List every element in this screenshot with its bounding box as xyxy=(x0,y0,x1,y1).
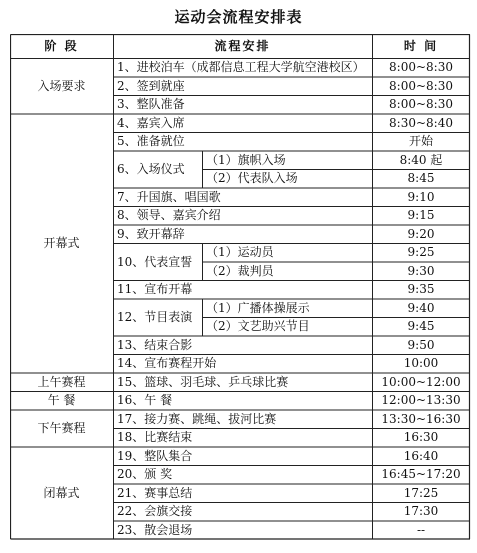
page-title: 运动会流程安排表 xyxy=(174,8,303,26)
time-value: 9:50 xyxy=(407,337,435,352)
stage-label: 入场要求 xyxy=(37,78,86,93)
process-item: 8、领导、嘉宾介绍 xyxy=(117,208,221,223)
process-item: 2、签到就座 xyxy=(117,78,185,93)
process-item: 16、午 餐 xyxy=(117,393,173,408)
time-value: 13:30~16:30 xyxy=(381,411,461,426)
time-value: 9:10 xyxy=(407,189,435,204)
schedule-table xyxy=(10,34,470,548)
stage-label: 闭幕式 xyxy=(43,485,80,500)
process-item: 14、宣布赛程开始 xyxy=(117,356,217,371)
process-subitem: （1）广播体操展示 xyxy=(206,300,310,315)
time-value: 16:30 xyxy=(403,430,439,445)
time-value: 8:00~8:30 xyxy=(389,78,453,93)
process-item: 9、致开幕辞 xyxy=(117,226,185,241)
process-item: 20、颁 奖 xyxy=(117,467,173,482)
process-item: 22、会旗交接 xyxy=(117,504,193,519)
time-value: 9:20 xyxy=(407,226,435,241)
time-value: 8:00~8:30 xyxy=(389,60,453,75)
process-subitem: （2）裁判员 xyxy=(206,263,274,278)
time-value: 开始 xyxy=(408,134,433,149)
stage-label: 开幕式 xyxy=(43,236,80,250)
process-item: 15、篮球、羽毛球、乒乓球比赛 xyxy=(117,374,289,389)
time-value: 8:45 xyxy=(407,171,435,186)
time-value: 9:30 xyxy=(407,263,435,278)
process-item: 7、升国旗、唱国歌 xyxy=(117,189,221,204)
process-item: 3、整队准备 xyxy=(117,97,185,112)
header-time: 时 间 xyxy=(403,39,439,53)
process-subitem: （2）代表队入场 xyxy=(206,171,298,186)
stage-label: 上午赛程 xyxy=(37,374,86,389)
process-item: 12、节目表演 xyxy=(117,310,193,324)
time-value: 10:00~12:00 xyxy=(381,374,461,389)
process-item: 17、接力赛、跳绳、拔河比赛 xyxy=(117,411,277,426)
time-value: 10:00 xyxy=(403,356,439,371)
process-item: 18、比赛结束 xyxy=(117,430,193,445)
time-value: 9:25 xyxy=(407,245,435,260)
time-value: 12:00~13:30 xyxy=(381,393,461,408)
time-value: 8:30~8:40 xyxy=(389,115,453,130)
process-subitem: （2）文艺助兴节目 xyxy=(206,319,310,334)
process-item: 19、整队集合 xyxy=(117,448,193,463)
process-item: 1、进校泊车（成都信息工程大学航空港校区） xyxy=(117,60,365,75)
time-value: 17:25 xyxy=(403,485,439,500)
process-item: 4、嘉宾入席 xyxy=(117,115,185,130)
process-item: 11、宣布开幕 xyxy=(117,282,193,297)
process-item: 13、结束合影 xyxy=(117,337,193,352)
process-item: 21、赛事总结 xyxy=(117,485,193,500)
process-subitem: （1）运动员 xyxy=(206,245,274,260)
process-item: 23、散会退场 xyxy=(117,522,193,537)
stage-label: 下午赛程 xyxy=(37,421,86,435)
process-item: 5、准备就位 xyxy=(117,134,185,149)
process-subitem: （1）旗帜入场 xyxy=(206,152,286,167)
stage-label: 午 餐 xyxy=(47,393,76,408)
time-value: 16:40 xyxy=(403,448,439,463)
time-value: 9:35 xyxy=(407,282,435,297)
header-process: 流程安排 xyxy=(214,39,271,53)
time-value: 17:30 xyxy=(403,504,439,519)
time-value: 9:15 xyxy=(407,208,435,223)
time-value: 8:40 起 xyxy=(399,152,443,167)
process-item: 10、代表宣誓 xyxy=(117,254,193,269)
process-item: 6、入场仪式 xyxy=(117,162,185,176)
time-value: 9:40 xyxy=(407,300,435,315)
header-stage: 阶 段 xyxy=(44,39,79,53)
time-value: -- xyxy=(416,522,426,537)
time-value: 9:45 xyxy=(407,319,435,334)
time-value: 8:00~8:30 xyxy=(389,97,453,112)
time-value: 16:45~17:20 xyxy=(381,467,461,482)
